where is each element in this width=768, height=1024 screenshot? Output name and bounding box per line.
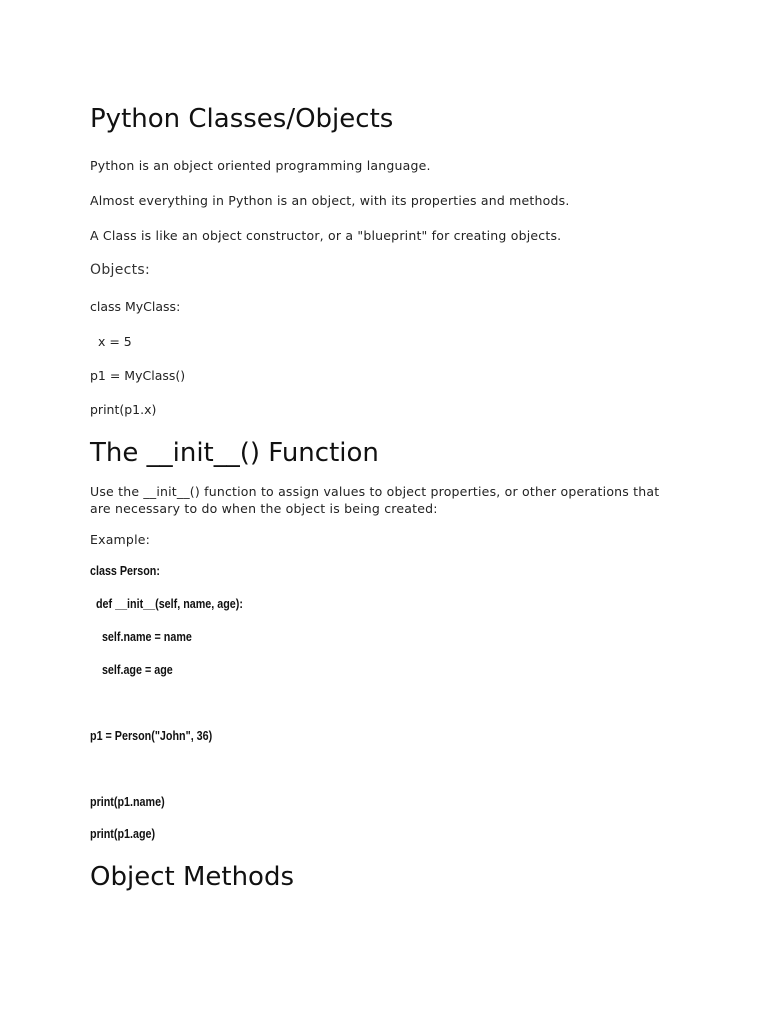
page-title: Python Classes/Objects [90,104,394,134]
code-line: print(p1.age) [90,827,156,841]
init-heading: The __init__() Function [90,438,379,468]
code-line: print(p1.x) [90,402,157,417]
objects-subheading: Objects: [90,262,151,278]
code-line: def __init__(self, name, age): [90,597,243,611]
intro-paragraph: Python is an object oriented programming language. [90,158,431,173]
example-label: Example: [90,532,151,547]
methods-heading: Object Methods [90,862,295,892]
objects-paragraph: Almost everything in Python is an object, with its properties and methods. [90,193,570,208]
code-line: p1 = MyClass() [90,368,186,383]
code-line: print(p1.name) [90,795,165,809]
code-line: self.age = age [90,663,173,677]
code-line: x = 5 [90,334,132,349]
code-line: self.name = name [90,630,192,644]
init-paragraph: Use the __init__() function to assign values to object properties, or other operations that are necessary to do when the object is being created: [90,484,660,516]
class-paragraph: A Class is like an object constructor, or a "blueprint" for creating objects. [90,228,562,243]
code-line: p1 = Person("John", 36) [90,729,213,743]
code-line: class Person: [90,564,160,578]
code-line: class MyClass: [90,299,181,314]
